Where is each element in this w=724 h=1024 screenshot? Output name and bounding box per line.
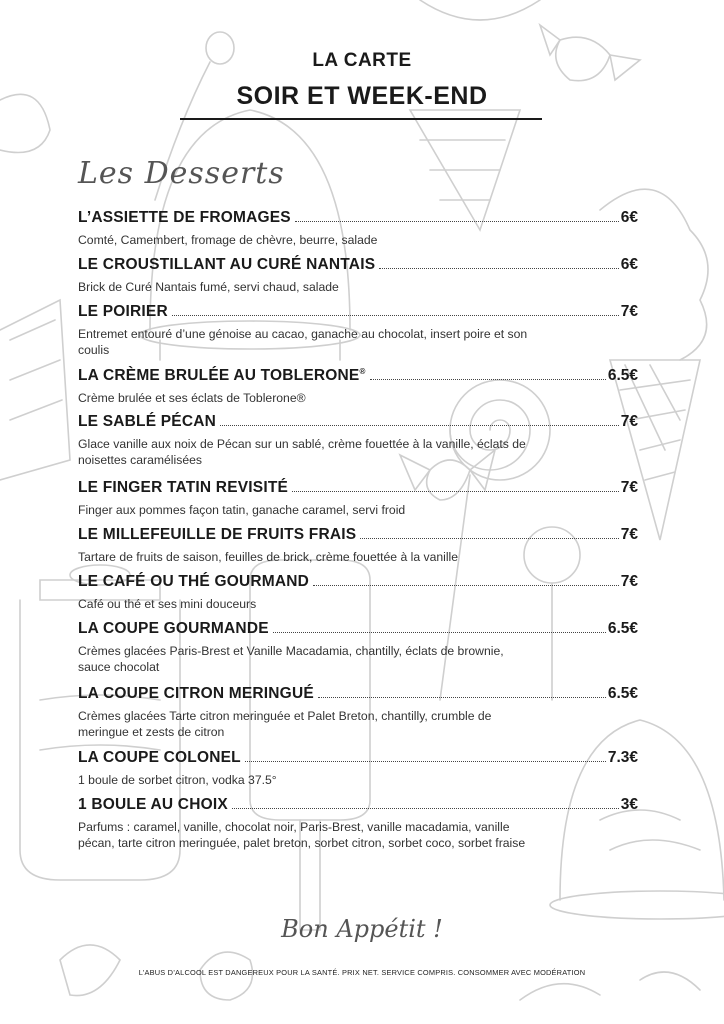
item-name: L’ASSIETTE DE FROMAGES	[78, 209, 291, 226]
item-price: 7€	[620, 479, 638, 496]
leader-dots	[318, 697, 606, 698]
menu-item	[78, 796, 638, 851]
item-description: Finger aux pommes façon tatin, ganache caramel, servi froid	[78, 503, 406, 517]
item-description: Crèmes glacées Tarte citron meringuée et Palet Breton, chantilly, crumble de meringue et zests de citron	[78, 709, 492, 739]
item-description: Crèmes glacées Paris-Brest et Vanille Macadamia, chantilly, éclats de brownie, sauce chocolat	[78, 644, 504, 674]
item-name: LE CROUSTILLANT AU CURÉ NANTAIS	[78, 256, 376, 273]
item-description: Comté, Camembert, fromage de chèvre, beurre, salade	[78, 233, 378, 247]
menu-item	[78, 413, 638, 468]
item-price: 7€	[620, 413, 638, 430]
leader-dots	[245, 761, 606, 762]
menu-item	[78, 209, 638, 248]
menu-subtitle: LA CARTE	[312, 50, 412, 71]
item-name: LE SABLÉ PÉCAN	[78, 413, 217, 430]
item-name: 1 BOULE AU CHOIX	[78, 796, 228, 813]
item-price: 7€	[620, 303, 638, 320]
item-name: LE FINGER TATIN REVISITÉ	[78, 479, 289, 496]
menu-item	[78, 526, 638, 565]
item-price: 6€	[620, 209, 638, 226]
item-name: LA COUPE COLONEL	[78, 749, 241, 766]
menu-title: SOIR ET WEEK-END	[236, 82, 488, 110]
item-price: 7.3€	[607, 749, 638, 766]
title-underline	[180, 118, 542, 120]
item-name: LE CAFÉ OU THÉ GOURMAND	[78, 573, 310, 590]
item-description: Crème brulée et ses éclats de Toblerone®	[78, 391, 306, 405]
menu-item	[78, 749, 638, 788]
item-description: Brick de Curé Nantais fumé, servi chaud, salade	[78, 280, 339, 294]
leader-dots	[172, 315, 619, 316]
leader-dots	[295, 221, 619, 222]
leader-dots	[370, 379, 606, 380]
leader-dots	[273, 632, 606, 633]
bon-appetit-signoff: Bon Appétit !	[281, 915, 443, 943]
registered-mark: ®	[359, 367, 366, 376]
leader-dots	[232, 808, 619, 809]
item-name: LA COUPE GOURMANDE	[78, 620, 269, 637]
leader-dots	[313, 585, 619, 586]
item-name: LA COUPE CITRON MERINGUÉ	[78, 685, 314, 702]
menu-item	[78, 573, 638, 612]
menu-item	[78, 620, 638, 675]
item-description: Glace vanille aux noix de Pécan sur un sablé, crème fouettée à la vanille, éclats de noisettes caramélisées	[78, 437, 526, 467]
item-name: LE POIRIER	[78, 303, 168, 320]
item-description: Parfums : caramel, vanille, chocolat noir, Paris-Brest, vanille macadamia, vanille pécan, tarte citron meringuée, palet breton, sorbet citron, sorbet coco, sorbet fraise	[78, 820, 526, 850]
item-description: Tartare de fruits de saison, feuilles de brick, crème fouettée à la vanille	[78, 550, 459, 564]
leader-dots	[360, 538, 618, 539]
item-description: Café ou thé et ses mini douceurs	[78, 597, 257, 611]
item-price: 3€	[620, 796, 638, 813]
menu-item	[78, 479, 638, 518]
item-price: 7€	[620, 526, 638, 543]
item-name: LA CRÈME BRULÉE AU TOBLERONE®	[78, 367, 366, 385]
menu-item	[78, 685, 638, 740]
item-description: Entremet entouré d’une génoise au cacao, ganache au chocolat, insert poire et son coulis	[78, 327, 528, 357]
item-price: 6.5€	[607, 685, 638, 702]
item-description: 1 boule de sorbet citron, vodka 37.5°	[78, 773, 277, 787]
item-price: 6.5€	[607, 620, 638, 637]
item-price: 7€	[620, 573, 638, 590]
leader-dots	[220, 425, 619, 426]
section-title: Les Desserts	[78, 156, 285, 191]
leader-dots	[292, 491, 619, 492]
menu-item	[78, 303, 638, 358]
item-price: 6.5€	[607, 367, 638, 385]
menu-item	[78, 367, 638, 406]
legal-footer: L’ABUS D’ALCOOL EST DANGEREUX POUR LA SANTÉ. PRIX NET. SERVICE COMPRIS. CONSOMMER AVEC MODÉRATION	[138, 968, 586, 977]
item-name: LE MILLEFEUILLE DE FRUITS FRAIS	[78, 526, 357, 543]
menu-item	[78, 256, 638, 295]
leader-dots	[379, 268, 619, 269]
item-price: 6€	[620, 256, 638, 273]
